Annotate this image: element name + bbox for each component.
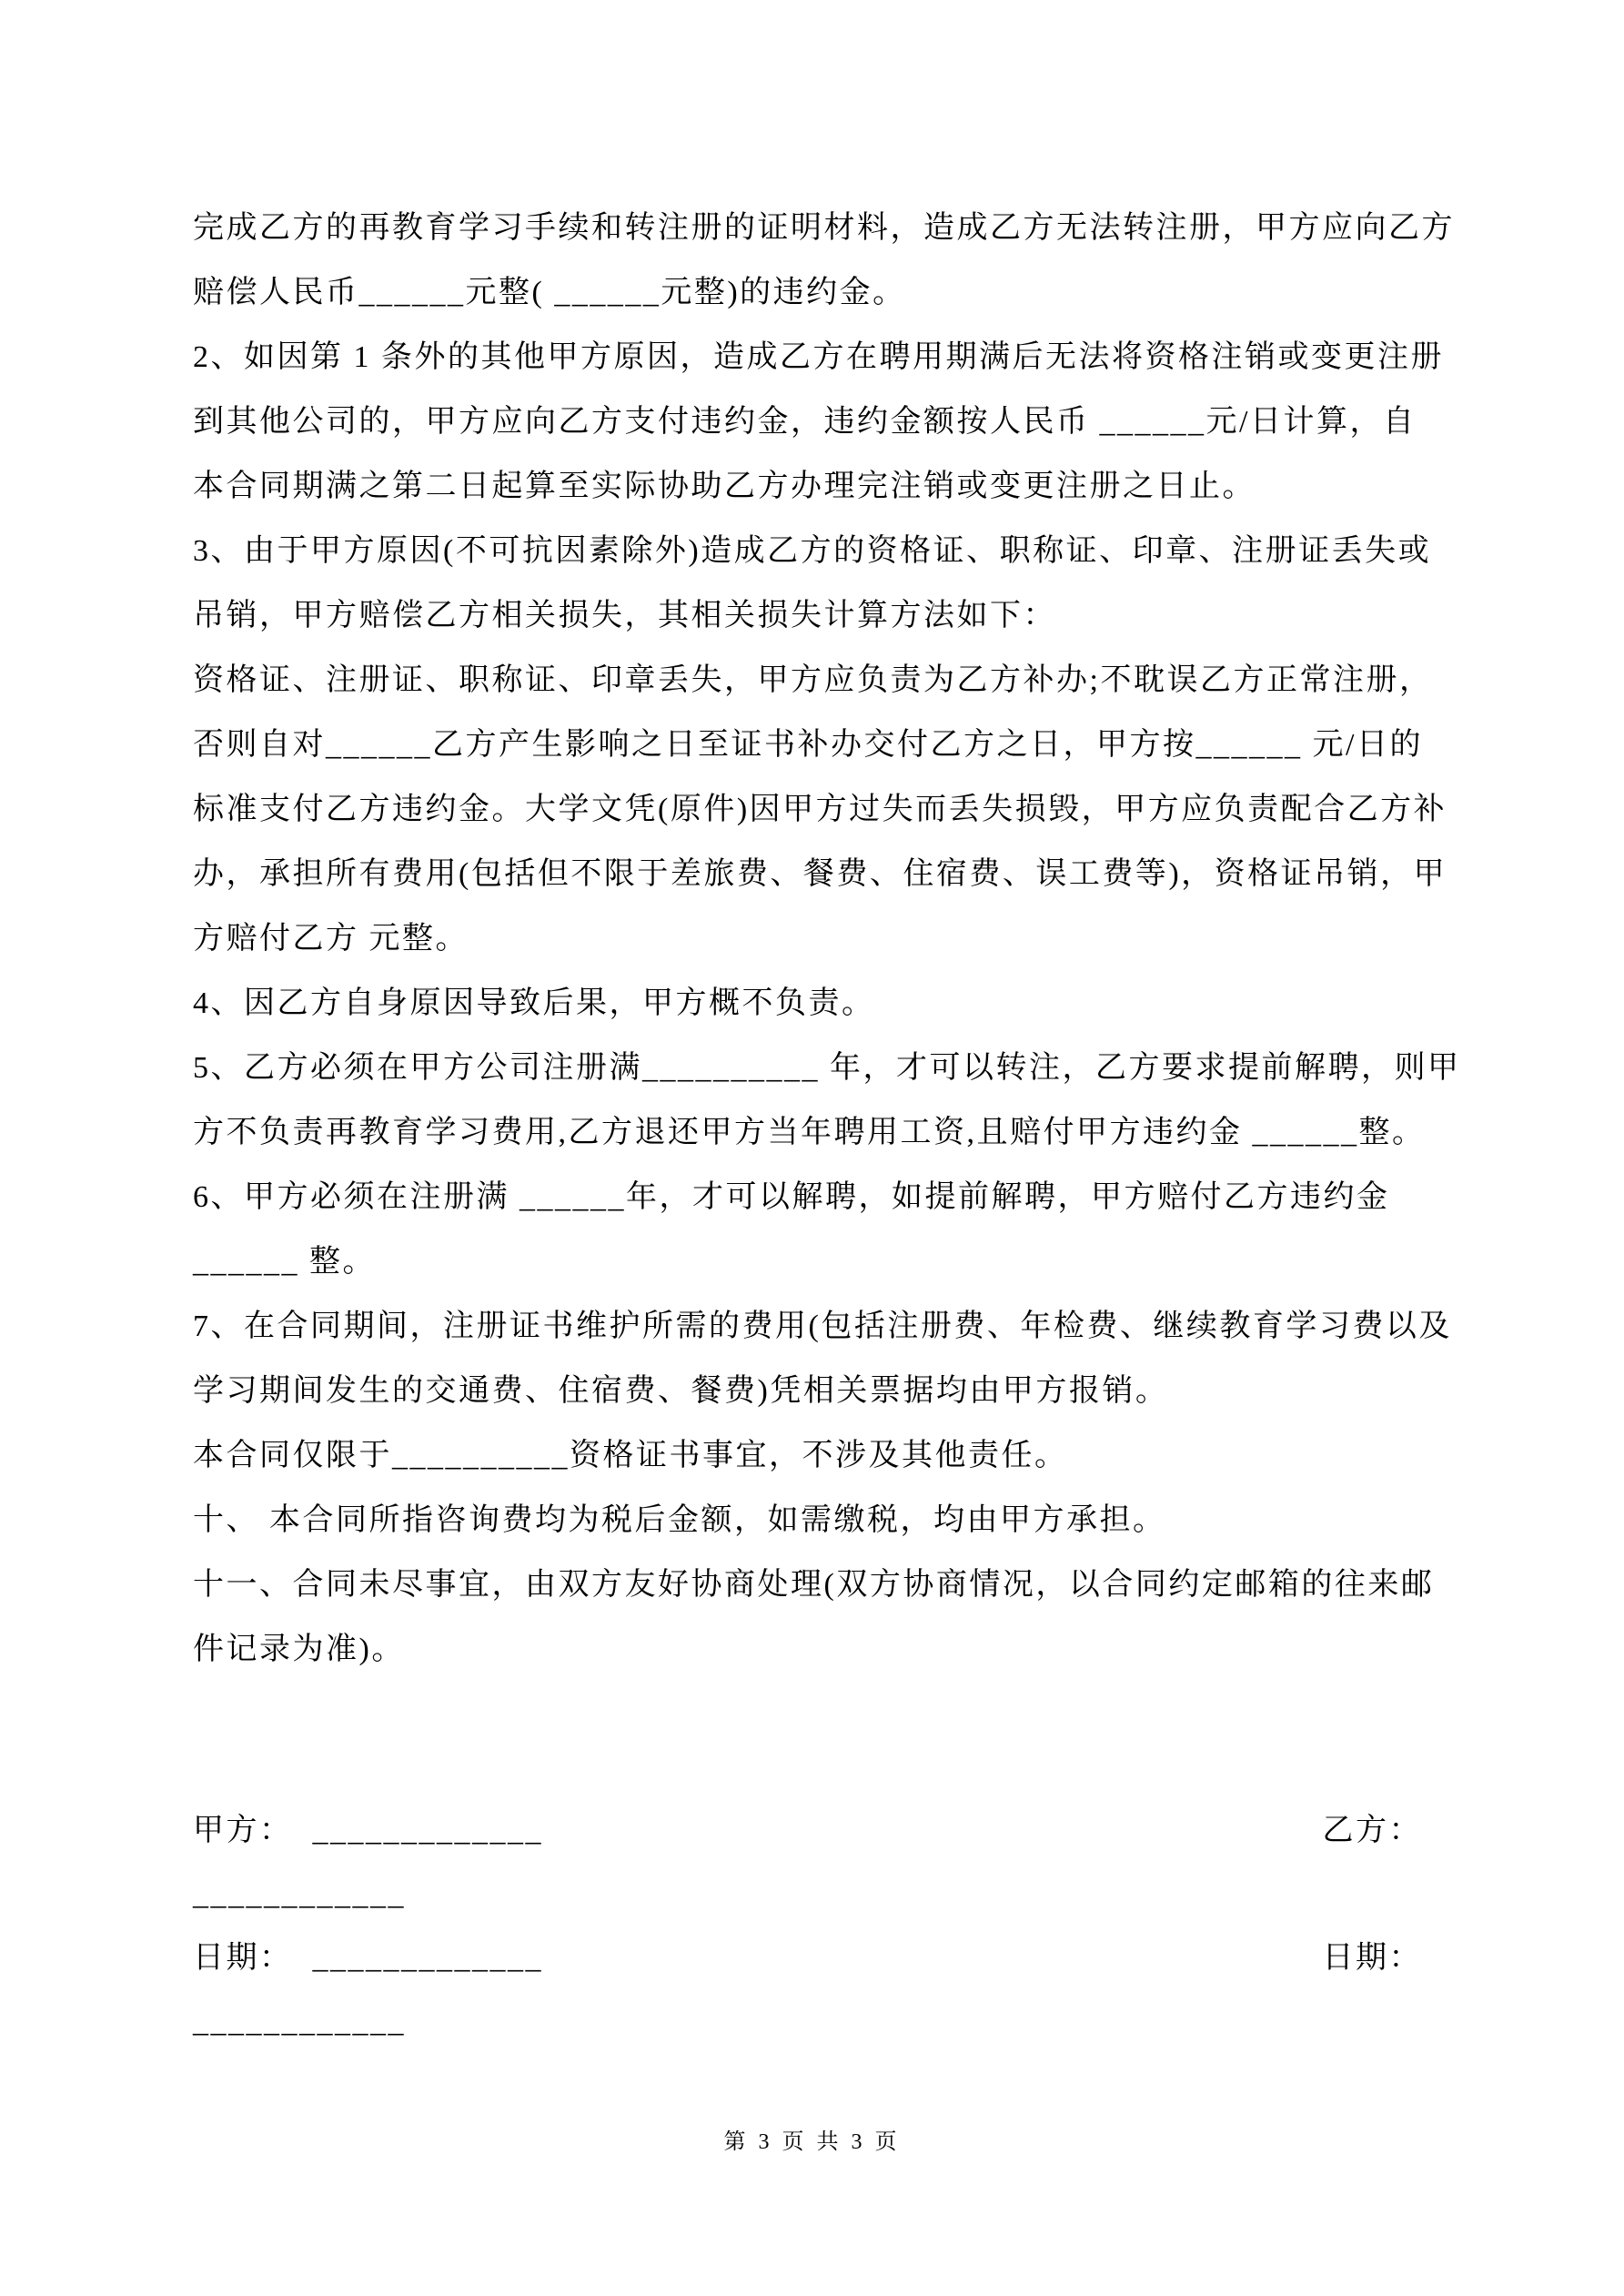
contract-line: 方赔付乙方 元整。: [193, 922, 469, 956]
party-a-label: 甲方：: [193, 1814, 293, 1847]
contract-line: 3、由于甲方原因(不可抗因素除外)造成乙方的资格证、职称证、印章、注册证丢失或: [193, 534, 1432, 568]
contract-line: 否则自对______乙方产生影响之日至证书补办交付乙方之日，甲方按______ 元/日的: [193, 728, 1423, 762]
contract-line: 标准支付乙方违约金。大学文凭(原件)因甲方过失而丢失损毁，甲方应负责配合乙方补: [193, 793, 1447, 826]
contract-line: 学习期间发生的交通费、住宿费、餐费)凭相关票据均由甲方报销。: [193, 1374, 1169, 1408]
party-a-signature-blank: _____________: [312, 1814, 543, 1847]
contract-line: 完成乙方的再教育学习手续和转注册的证明材料，造成乙方无法转注册，甲方应向乙方: [193, 211, 1455, 245]
contract-line: ______ 整。: [193, 1245, 376, 1279]
contract-line: 十、 本合同所指咨询费均为税后金额，如需缴税，均由甲方承担。: [193, 1503, 1166, 1537]
contract-line: 赔偿人民币______元整( ______元整)的违约金。: [193, 276, 906, 309]
signature-block: [193, 1799, 1435, 2054]
contract-line: 方不负责再教育学习费用,乙方退还甲方当年聘用工资,且赔付甲方违约金 ______整。: [193, 1116, 1426, 1149]
page-number: 第 3 页 共 3 页: [723, 2130, 901, 2154]
contract-line: 4、因乙方自身原因导致后果，甲方概不负责。: [193, 986, 875, 1020]
contract-line: 办，承担所有费用(包括但不限于差旅费、餐费、住宿费、误工费等)，资格证吊销，甲: [193, 857, 1447, 891]
signature-row-parties: [193, 1799, 1435, 1863]
spacer: [293, 1799, 313, 1863]
contract-body: [193, 196, 1461, 1682]
contract-line: 本合同仅限于__________资格证书事宜，不涉及其他责任。: [193, 1439, 1068, 1472]
contract-line: 件记录为准)。: [193, 1633, 405, 1666]
spacer: [293, 1927, 313, 1990]
contract-line: 到其他公司的，甲方应向乙方支付违约金，违约金额按人民币 ______元/日计算，自: [193, 405, 1417, 439]
signature-row-blank: [193, 1863, 1435, 1927]
date-blank-left: _____________: [312, 1941, 543, 1975]
date-label-right: 日期：: [1322, 1941, 1422, 1975]
signature-row-dates: [193, 1927, 1435, 1990]
date-label-left: 日期：: [193, 1941, 293, 1975]
contract-line: 7、在合同期间，注册证书维护所需的费用(包括注册费、年检费、继续教育学习费以及: [193, 1310, 1452, 1343]
contract-line: 吊销，甲方赔偿乙方相关损失，其相关损失计算方法如下：: [193, 599, 1056, 632]
contract-line: 6、甲方必须在注册满 ______年，才可以解聘，如提前解聘，甲方赔付乙方违约金: [193, 1180, 1390, 1214]
contract-line: 5、乙方必须在甲方公司注册满__________ 年，才可以转注，乙方要求提前解聘，则甲: [193, 1051, 1461, 1085]
contract-line: 十一、合同未尽事宜，由双方友好协商处理(双方协商情况，以合同约定邮箱的往来邮: [193, 1568, 1435, 1602]
party-b-label: 乙方：: [1322, 1814, 1422, 1847]
signature-blank-line: ____________: [193, 1877, 406, 1911]
signature-row-blank: [193, 1990, 1435, 2054]
contract-line: 2、如因第 1 条外的其他甲方原因，造成乙方在聘用期满后无法将资格注销或变更注册: [193, 340, 1444, 374]
contract-line: 资格证、注册证、职称证、印章丢失，甲方应负责为乙方补办;不耽误乙方正常注册，: [193, 663, 1433, 697]
signature-blank-line: ____________: [193, 2005, 406, 2038]
contract-line: 本合同期满之第二日起算至实际协助乙方办理完注销或变更注册之日止。: [193, 470, 1256, 503]
